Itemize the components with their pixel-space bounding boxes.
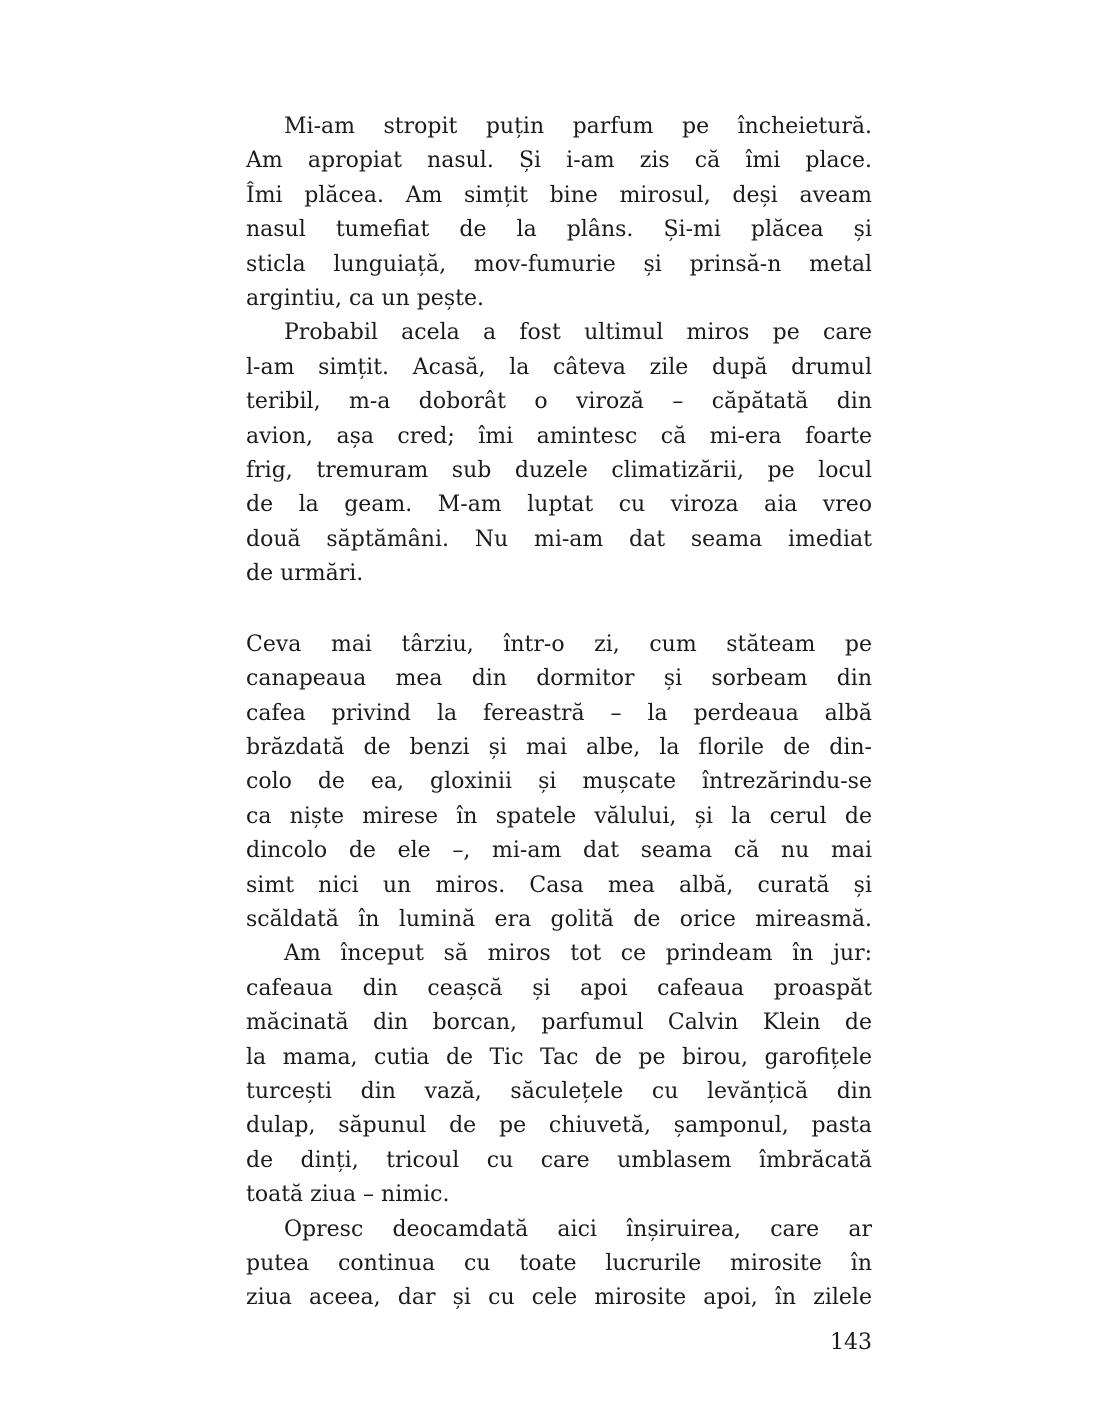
- text-line: Ceva mai târziu, într-o zi, cum stăteam pe: [246, 631, 872, 657]
- text-line: canapeaua mea din dormitor și sorbeam din: [246, 666, 872, 692]
- page-number: 143: [830, 1330, 872, 1355]
- text-line: Am apropiat nasul. Și i-am zis că îmi place.: [246, 148, 872, 174]
- text-line: de urmări.: [246, 561, 364, 587]
- text-line: Opresc deocamdată aici înșiruirea, care ar: [284, 1216, 872, 1242]
- text-line: colo de ea, gloxinii și mușcate întrezărindu-se: [246, 769, 872, 795]
- text-line: sticla lunguiață, mov-fumurie și prinsă-n metal: [246, 251, 872, 277]
- paragraph: [246, 110, 872, 316]
- text-line: brăzdată de benzi și mai albe, la florile de din-: [246, 734, 872, 760]
- paragraph: [246, 628, 872, 938]
- text-line: la mama, cutia de Tic Tac de pe birou, garofițele: [246, 1044, 872, 1070]
- paragraph: [246, 1213, 872, 1316]
- text-line: Probabil acela a fost ultimul miros pe care: [284, 320, 872, 346]
- text-line: dulap, săpunul de pe chiuvetă, șamponul, pasta: [246, 1113, 872, 1139]
- text-line: toată ziua – nimic.: [246, 1182, 450, 1208]
- text-line: turcești din vază, săculețele cu levănțică din: [246, 1078, 872, 1104]
- text-line: cafea privind la fereastră – la perdeaua albă: [246, 700, 872, 726]
- text-line: dincolo de ele –, mi-am dat seama că nu mai: [246, 838, 872, 864]
- text-line: nasul tumefiat de la plâns. Și-mi plăcea și: [246, 217, 872, 243]
- text-line: două săptămâni. Nu mi-am dat seama imediat: [246, 526, 872, 552]
- text-line: l-am simțit. Acasă, la câteva zile după drumul: [246, 354, 872, 380]
- text-line: avion, așa cred; îmi amintesc că mi-era foarte: [246, 423, 872, 449]
- text-line: cafeaua din ceașcă și apoi cafeaua proaspăt: [246, 975, 872, 1001]
- text-line: măcinată din borcan, parfumul Calvin Klein de: [246, 1010, 872, 1036]
- text-line: Am început să miros tot ce prindeam în jur:: [284, 941, 872, 967]
- text-line: simt nici un miros. Casa mea albă, curată și: [246, 872, 872, 898]
- text-line: teribil, m-a doborât o viroză – căpătată din: [246, 389, 872, 415]
- text-line: argintiu, ca un pește.: [246, 286, 484, 312]
- text-line: frig, tremuram sub duzele climatizării, pe locul: [246, 458, 872, 484]
- text-line: de dinți, tricoul cu care umblasem îmbrăcată: [246, 1147, 872, 1173]
- paragraph: [246, 316, 872, 591]
- text-line: ziua aceea, dar și cu cele mirosite apoi, în zilele: [246, 1285, 872, 1311]
- paragraph: [246, 937, 872, 1212]
- text-line: putea continua cu toate lucrurile mirosite în: [246, 1251, 872, 1276]
- text-line: Îmi plăcea. Am simțit bine mirosul, deși aveam: [246, 182, 872, 208]
- text-line: scăldată în lumină era golită de orice mireasmă.: [246, 906, 872, 932]
- text-line: Mi-am stropit puțin parfum pe încheietură.: [284, 114, 872, 139]
- text-line: ca niște mirese în spatele vălului, și la cerul de: [246, 803, 872, 829]
- text-line: de la geam. M-am luptat cu viroza aia vreo: [246, 492, 872, 518]
- page-text: [246, 110, 872, 1316]
